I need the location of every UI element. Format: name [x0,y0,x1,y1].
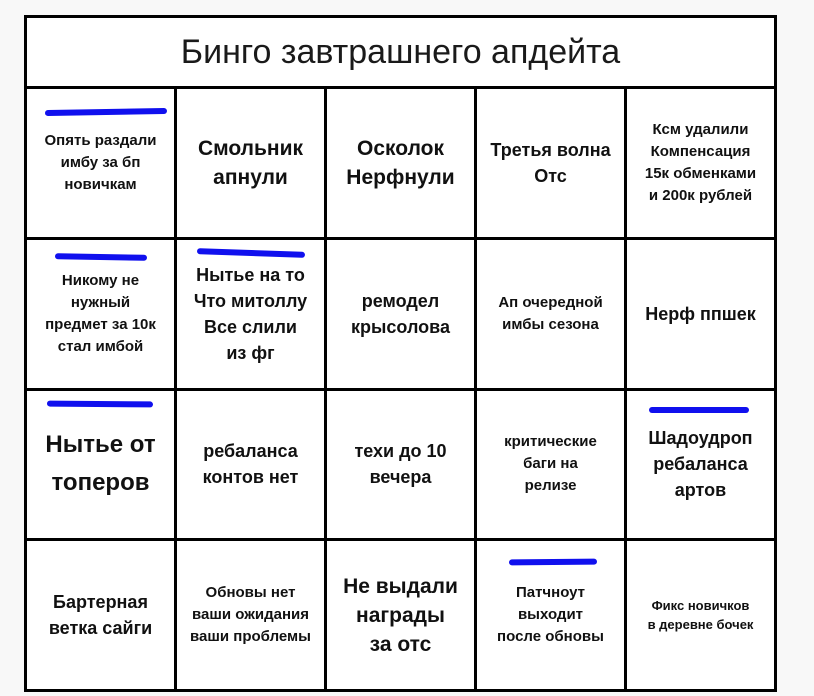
bingo-cell-text: Ксм удалили Компенсация 15к обменками и 200к рублей [644,120,757,204]
bingo-cell-8 [327,240,474,388]
bingo-cell-text: Нытье от топеров [45,431,156,497]
bingo-board [24,15,777,692]
bingo-cell-text: Не выдали награды за отс [343,574,458,656]
marker-stroke [55,253,147,261]
bingo-cell-text: ребаланса контов нет [202,441,299,488]
bingo-cell-10 [627,240,774,388]
bingo-cell-text: Нытье на то Что митоллу Все слили из фг [193,264,308,363]
marker-stroke [509,559,597,566]
bingo-cell-text: критические баги на релизе [504,433,597,495]
bingo-cell-3 [327,89,474,237]
bingo-cell-text: Ап очередной имбы сезона [498,293,603,333]
bingo-cell-2 [177,89,324,237]
bingo-grid [27,89,774,689]
marker-stroke [47,400,153,407]
bingo-cell-text: Патчноут выходит после обновы [497,584,604,646]
bingo-cell-text: техи до 10 вечера [354,441,447,488]
bingo-cell-text: Нерф ппшек [645,303,756,324]
bingo-cell-text: Опять раздали имбу за бп новичкам [44,131,157,193]
marker-stroke [45,108,167,116]
bingo-cell-text: Фикс новичков в деревне бочек [647,598,754,633]
bingo-cell-15 [627,391,774,539]
bingo-cell-text: Никому не нужный предмет за 10к стал имбой [45,271,156,355]
bingo-cell-19 [477,541,624,689]
bingo-cell-13 [327,391,474,539]
bingo-cell-7 [177,240,324,388]
bingo-cell-text: Смольник апнули [197,136,304,189]
bingo-cell-16 [27,541,174,689]
bingo-cell-11 [27,391,174,539]
bingo-cell-18 [327,541,474,689]
bingo-cell-5 [627,89,774,237]
bingo-cell-1 [27,89,174,237]
bingo-cell-text: Шадоудроп ребаланса артов [648,428,753,501]
marker-stroke [197,248,305,258]
bingo-cell-text: Осколок Нерфнули [346,136,455,189]
marker-stroke [649,407,749,413]
bingo-title: Бинго завтрашнего апдейта [180,32,621,71]
bingo-cell-text: ремодел крысолова [351,290,450,337]
bingo-cell-12 [177,391,324,539]
title-cell [27,18,774,86]
bingo-cell-20 [627,541,774,689]
bingo-cell-9 [477,240,624,388]
bingo-cell-6 [27,240,174,388]
bingo-cell-text: Третья волна Отс [490,139,611,186]
bingo-cell-14 [477,391,624,539]
bingo-cell-text: Бартерная ветка сайги [48,592,153,639]
bingo-cell-text: Обновы нет ваши ожидания ваши проблемы [190,584,311,646]
bingo-cell-17 [177,541,324,689]
bingo-cell-4 [477,89,624,237]
